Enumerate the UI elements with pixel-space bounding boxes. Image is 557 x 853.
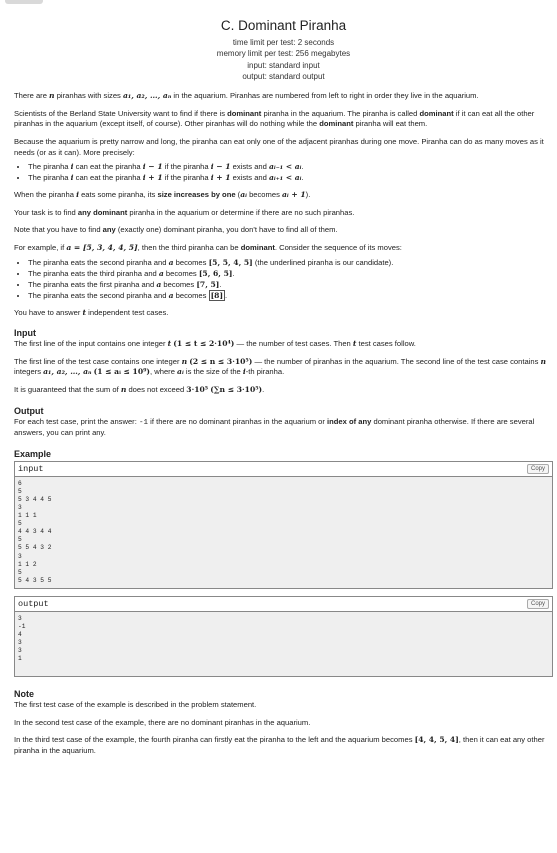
example-line: 5 4 3 5 5 — [18, 576, 52, 584]
input-p1: The first line of the input contains one integer t (1 ≤ t ≤ 2·10⁴) — the number of test cases. Then t test cases follow. — [14, 339, 416, 349]
statement-p4: When the piranha i eats some piranha, its size increases by one (aᵢ becomes aᵢ + 1). — [14, 190, 311, 200]
input-p3: It is guaranteed that the sum of n does not exceed 3·10⁵ (∑n ≤ 3·10⁵). — [14, 384, 265, 394]
output-type: output: standard output — [242, 71, 325, 81]
statement-p2: Scientists of the Berland State University want to find if there is dominant piranha in the aquarium. The piranha is called dominant if it can eat all the other piranhas in the aquarium (except itself, of course). Other piranhas will do nothing while the dominant piranha will eat them. — [14, 108, 535, 129]
example-line: 3 — [18, 552, 22, 560]
example-output-box — [14, 596, 553, 677]
example-line: 5 — [18, 487, 22, 495]
note-p2: In the second test case of the example, there are no dominant piranhas in the aquarium. — [14, 717, 311, 727]
top-tab — [5, 0, 43, 4]
output-box-body[interactable] — [15, 612, 552, 676]
moves-list — [14, 257, 553, 301]
example-line: 1 — [18, 655, 22, 663]
output-box-title: output — [18, 598, 49, 609]
example-line: 3 — [18, 639, 22, 647]
move-1: • The piranha eats the second piranha and a becomes [5, 5, 4, 5] (the underlined piranha is our candidate). — [28, 257, 553, 268]
note-p3: In the third test case of the example, the fourth piranha can firstly eat the piranha to the left and the aquarium becomes [4, 4, 5, 4], then it can eat any other piranha in the aquarium. — [14, 735, 545, 755]
input-box-header — [15, 462, 552, 477]
example-line: 6 — [18, 479, 22, 487]
example-line: 5 5 4 3 2 — [18, 544, 52, 552]
statement-p6: Note that you have to find any (exactly one) dominant piranha, you don't have to find all of them. — [14, 225, 338, 235]
example-line: 5 — [18, 520, 22, 528]
move-2: • The piranha eats the third piranha and a becomes [5, 6, 5]. — [28, 268, 553, 279]
memory-limit: memory limit per test: 256 megabytes — [216, 49, 351, 59]
statement-p3: Because the aquarium is pretty narrow and long, the piranha can eat only one of the adjacent piranhas during one move. Piranha can do as many moves as it needs (or as it can). More precisely: — [14, 136, 544, 157]
move-3: • The piranha eats the first piranha and a becomes [7, 5]. — [28, 279, 553, 290]
problem-page — [14, 14, 553, 756]
example-line: 4 — [18, 631, 22, 639]
statement-p7: For example, if a = [5, 3, 4, 4, 5], then the third piranha can be dominant. Consider the sequence of its moves: — [14, 242, 402, 252]
rule-left: • The piranha i can eat the piranha i − 1 if the piranha i − 1 exists and aᵢ₋₁ < aᵢ. — [28, 161, 553, 172]
example-line: 3 — [18, 647, 22, 655]
output-p1: For each test case, print the answer: -1 if there are no dominant piranhas in the aquarium or index of any dominant piranha otherwise. If there are several answers, you can print any. — [14, 416, 535, 438]
example-line: 1 1 2 — [18, 560, 37, 568]
output-heading: Output — [14, 405, 44, 416]
problem-title: C. Dominant Piranha — [220, 18, 347, 33]
example-line: 3 — [18, 503, 22, 511]
statement-p8: You have to answer t independent test cases. — [14, 307, 169, 317]
note-heading: Note — [14, 688, 34, 699]
copy-output-button[interactable]: Copy — [527, 599, 549, 609]
example-line: 5 — [18, 568, 22, 576]
note-p1: The first test case of the example is described in the problem statement. — [14, 699, 257, 709]
example-line: -1 — [18, 623, 26, 630]
input-p2: The first line of the test case contains one integer n (2 ≤ n ≤ 3·10⁵) — the number of piranhas in the aquarium. The second line of the test case contains n integers a₁, a₂, …, aₙ (1 ≤ aᵢ ≤ 10⁹), where aᵢ is the size of the i-th piranha. — [14, 356, 547, 377]
problem-limits — [14, 37, 553, 82]
input-box-body[interactable] — [15, 477, 552, 588]
input-type: input: standard input — [247, 60, 320, 70]
example-line: 1 1 1 — [18, 512, 37, 520]
example-line: 3 — [18, 614, 22, 622]
output-box-header — [15, 597, 552, 612]
example-line: 4 4 3 4 4 — [18, 528, 52, 536]
rules-list — [14, 161, 553, 183]
example-input-box — [14, 461, 553, 589]
example-heading: Example — [14, 448, 52, 459]
copy-input-button[interactable]: Copy — [527, 464, 549, 474]
time-limit: time limit per test: 2 seconds — [232, 38, 335, 47]
input-box-title: input — [18, 463, 44, 474]
input-heading: Input — [14, 328, 36, 339]
statement-p5: Your task is to find any dominant piranha in the aquarium or determine if there are no such piranhas. — [14, 207, 355, 217]
example-line: 5 3 4 4 5 — [18, 495, 52, 503]
example-line: 5 — [18, 536, 22, 544]
statement-p1: There are n piranhas with sizes a₁, a₂, …, aₙ in the aquarium. Piranhas are numbered from left to right in order they live in the aquarium. — [14, 91, 479, 101]
move-4: • The piranha eats the second piranha and a becomes [8] . — [28, 290, 553, 301]
rule-right: • The piranha i can eat the piranha i + 1 if the piranha i + 1 exists and aᵢ₊₁ < aᵢ. — [28, 172, 553, 183]
